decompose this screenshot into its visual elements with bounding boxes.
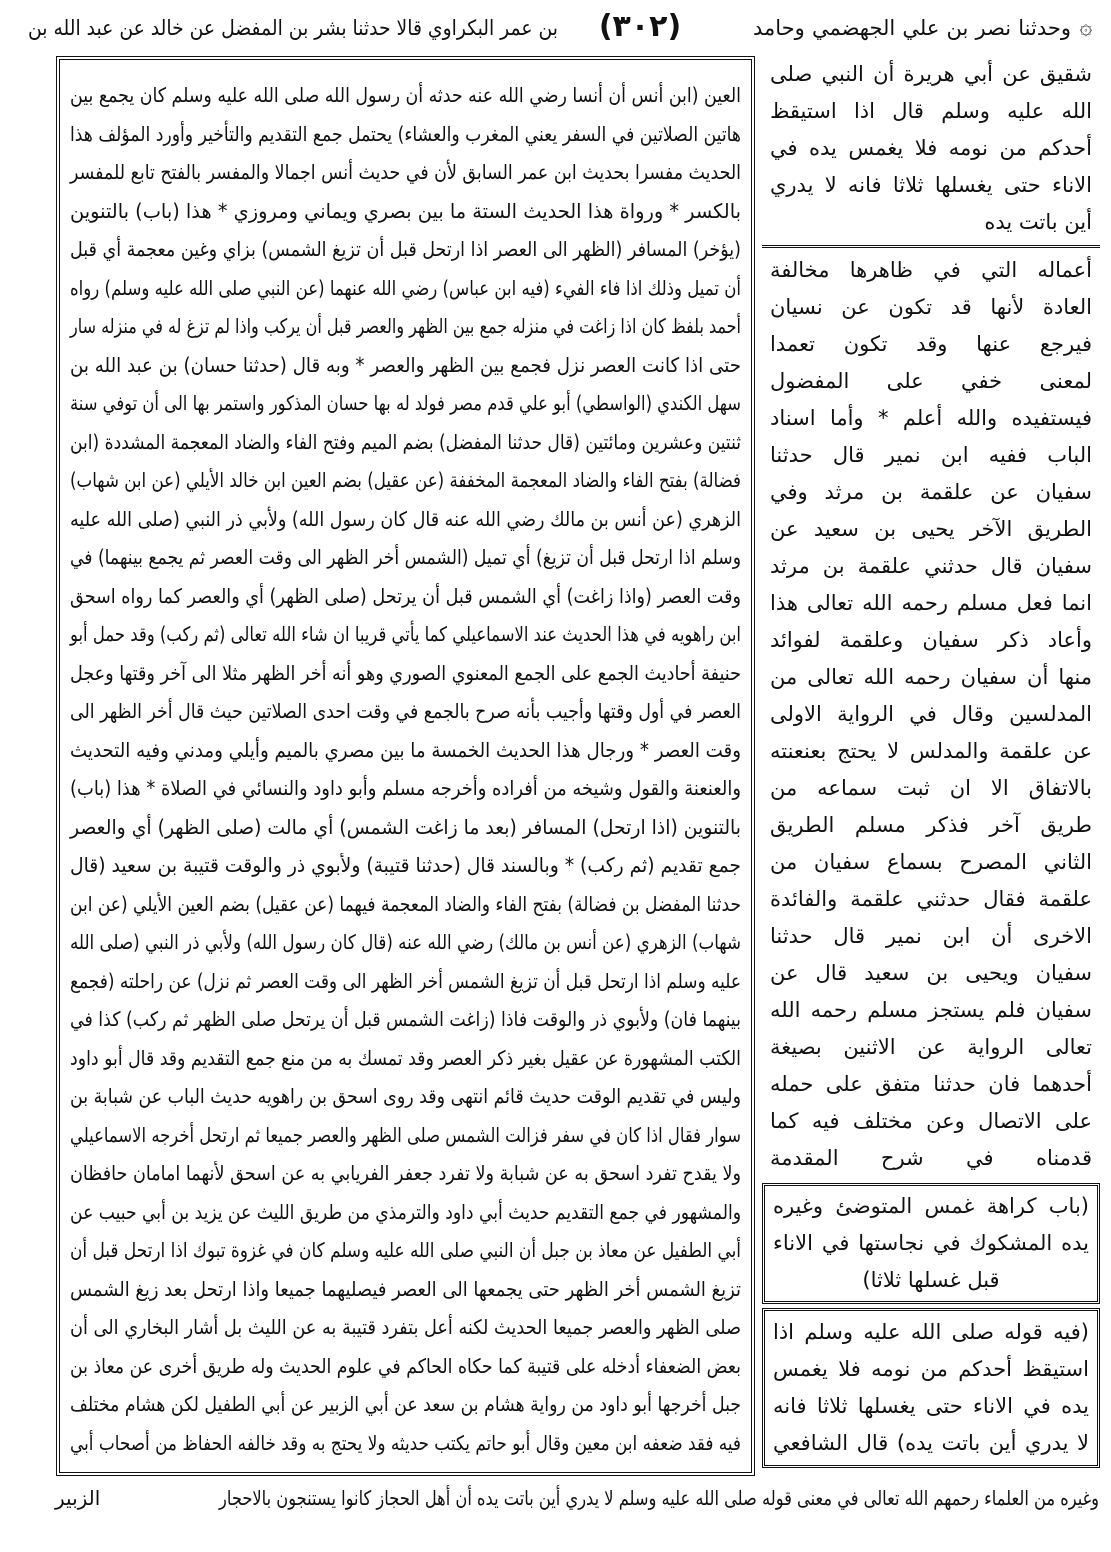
margin-commentary-line: سفيان فلم يستجز مسلم رحمه الله: [769, 998, 1092, 1022]
margin-hadith-line: الله عليه وسلم قال اذا استيقظ: [770, 99, 1092, 123]
header-right-text: وحدثنا نصر بن علي الجهضمي وحامد: [753, 16, 1071, 40]
main-text-line: ثنتين وعشرين ومائتين (قال حدثنا المفضل) بضم الميم وفتح الفاء والضاد المعجمة المشددة (ابن: [70, 429, 741, 454]
margin-commentary-line: فيرجع عنها وقد تكون تعمدا: [769, 332, 1092, 356]
main-text-line: فيه فقد ضعفه ابن معين وقال أبو حاتم يكتب حديثه ولا يحتج به وقد خالفه الحفاظ من أصحاب أبي: [70, 1430, 741, 1455]
margin-commentary-line: لمعنى خفي على المفضول: [770, 369, 1092, 393]
margin-commentary-line: عن علقمة والمدلس لا يحتج بعنعنته: [769, 739, 1092, 763]
main-text-line: سهل الكندي (الواسطي) أبو علي قدم مصر فولد له بها حسان المذكور واستمر بها الى أن توفي سنة: [70, 391, 742, 415]
main-text-line: بالتنوين (اذا ارتحل) المسافر (بعد ما زاغت الشمس) أي مالت (صلى الظهر) أي والعصر: [70, 814, 741, 839]
margin-hadith-line: شقيق عن أبي هريرة أن النبي صلى: [770, 62, 1092, 86]
chapter-title-line: (باب كراهة غمس المتوضئ وغيره: [772, 1194, 1089, 1218]
margin-commentary-line: سفيان عن علقمة بن مرثد وفي: [770, 480, 1092, 504]
main-commentary-box: [56, 56, 755, 1476]
margin-commentary-line: تعالى الرواية عن الاثنين بصيغة: [769, 1035, 1092, 1059]
ornament-icon: [1073, 8, 1099, 48]
margin-commentary-line: قدمناه في شرح المقدمة: [770, 1146, 1092, 1170]
chapter-commentary-line: يده في الاناء حتى يغسلها ثلاثا فانه: [772, 1394, 1089, 1418]
margin-hadith-block: [762, 56, 1100, 241]
margin-commentary-line: الاخرى أن ابن نمير قال حدثنا: [769, 924, 1092, 948]
main-text-line: العين (ابن أنس أن أنسا رضي الله عنه حدثه أن رسول الله صلى الله عليه وسلم كان يجمع بين: [70, 83, 742, 107]
margin-commentary-line: انما فعل مسلم رحمه الله تعالى هذا: [770, 591, 1092, 615]
main-text-line: جبل أخرجها أبو داود من رواية هشام بن سعد عن أبي الزبير عن أبي الطفيل لكن هشام مختلف: [69, 1392, 741, 1416]
main-text-line: عليه وسلم اذا ارتحل قبل أن تزيغ الشمس أخر الظهر الى وقت العصر ثم نزل) عن راحلته (فجمع: [69, 968, 742, 993]
margin-commentary-line: المدلسين وقال في الرواية الاولى: [769, 702, 1092, 726]
main-text-line: هاتين الصلاتين في السفر يعني المغرب والعشاء) يحتمل جمع التقديم والتأخير وأورد المؤلف هذا: [69, 121, 741, 146]
margin-commentary-line: على الاتصال وعن مختلف فيه كما: [770, 1109, 1092, 1133]
main-text-line: (يؤخر) المسافر (الظهر الى العصر اذا ارتحل قبل أن تزيغ الشمس) بزاي وغين معجمة أي قبل: [69, 237, 742, 261]
main-text-line: حدثنا المفضل بن فضالة) بفتح الفاء والضاد المعجمة فيهما (عن عقيل) بضم العين الأيلي (عن ابن: [69, 891, 741, 916]
main-text-line: والمشهور في جمع التقديم حديث أبي داود والترمذي من طريق الليث عن يزيد بن أبي حبيب عن: [70, 1199, 741, 1224]
separator-rule: [762, 245, 1100, 248]
margin-column: [762, 56, 1100, 1476]
margin-commentary-line: طريق آخر فذكر مسلم الطريق: [769, 813, 1092, 837]
main-text-line: بينهما فان) ولأبوي ذر والوقت فاذا (زاغت الشمس قبل أن يرتحل صلى الظهر ثم ركب) كذا في: [70, 1007, 742, 1031]
main-text-line: ولا يقدح تفرد اسحق به عن شبابة ولا تفرد جعفر الفريابي به عن اسحق لأنهما امامان حافظان: [70, 1161, 742, 1185]
chapter-commentary-line: (فيه قوله صلى الله عليه وسلم اذا: [773, 1320, 1089, 1344]
margin-commentary-block: [762, 252, 1100, 1177]
margin-commentary-line: وأعاد ذكر سفيان وعلقمة لفوائد: [769, 628, 1092, 652]
main-text-line: أحمد بلفظ كان اذا زاغت في منزله جمع بين الظهر والعصر قبل أن يركب واذا لم تزغ له في منزله سار: [69, 314, 742, 338]
main-text-line: الزهري (عن أنس بن مالك رضي الله عنه قال كان رسول الله) ولأبي ذر النبي (صلى الله عليه: [69, 506, 741, 531]
footer-text: وغيره من العلماء رحمهم الله تعالى في معنى قوله صلى الله عليه وسلم لا يدري أين باتت يده أن أهل الحجاز كانوا يستنجون بالاحجار: [219, 1486, 1099, 1510]
main-text-line: بعض الضعفاء أدخله على قتيبة كما حكاه الحاكم في علوم الحديث وله طريق أخرى عن معاذ بن: [69, 1353, 742, 1378]
main-text-line: الكتب المشهورة عن عقيل بغير ذكر العصر وقد تمسك به من منع جمع التقديم وقد قال أبو داود: [70, 1045, 742, 1070]
main-text-line: ابن راهويه في هذا الحديث عند الاسماعيلي كما يأتي قريبا ان شاء الله تعالى (ثم ركب) وقد حمل أبو: [69, 622, 741, 646]
margin-commentary-line: الطريق الآخر يحيى بن سعيد عن: [770, 517, 1092, 541]
main-text-line: شهاب) الزهري (عن أنس بن مالك) رضي الله عنه (قال كان رسول الله) ولأبي ذر النبي (صلى الله: [69, 930, 742, 954]
margin-hadith-line: أين باتت يده: [984, 210, 1092, 234]
margin-commentary-line: سفيان ويحيى بن سعيد قال عن: [769, 961, 1092, 985]
margin-commentary-line: علقمة فقال حدثني علقمة والفائدة: [770, 887, 1092, 911]
main-text-line: فضالة) بفتح الفاء والضاد المعجمة المخففة (عن عقيل) بضم العين ابن خالد الأيلي (عن ابن شهاب): [70, 468, 741, 492]
margin-commentary-line: بالاتفاق الا ان ثبت سماعه من: [770, 776, 1092, 800]
main-text-line: حتى اذا كانت العصر نزل فجمع بين الظهر والعصر * وبه قال (حدثنا حسان) بن عبد الله بن: [70, 352, 741, 377]
main-text-line: والعنعنة والقول وشيخه من أفراده وأخرجه مسلم وأبو داود والنسائي في الصلاة * هذا (باب): [69, 776, 741, 800]
main-text-line: تزيغ الشمس أخر الظهر حتى يجمعها الى العصر فيصليهما جميعا واذا ارتحل بعد زيغ الشمس: [70, 1276, 742, 1301]
margin-commentary-line: فيستفيده والله أعلم * وأما اسناد: [770, 406, 1092, 430]
margin-hadith-line: الاناء حتى يغسلها ثلاثا فانه لا يدري: [769, 173, 1092, 197]
margin-commentary-line: أحدهما فان حدثنا متفق على حمله: [770, 1072, 1092, 1096]
main-text-line: وليس في تقديم الوقت حديث قائم انتهى وقد روى اسحق بن راهويه حديث الباب عن شبابة بن: [69, 1084, 742, 1108]
margin-commentary-line: الباب ففيه ابن نمير قال حدثنا: [770, 443, 1092, 467]
margin-commentary-line: منها أن سفيان رحمه الله تعالى من: [770, 665, 1092, 689]
main-text-line: سوار فقال اذا كان في سفر فزالت الشمس صلى الظهر والعصر جميعا ثم ارتحل أخرجه الاسماعيلي: [70, 1122, 741, 1147]
margin-hadith-line: أحدكم من نومه فلا يغمس يده في: [770, 136, 1092, 160]
chapter-commentary-line: استيقظ أحدكم من نومه فلا يغمس: [773, 1357, 1089, 1381]
margin-commentary-line: العادة لأنها قد تكون عن نسيان: [769, 295, 1092, 319]
main-text-line: بالكسر * ورواة هذا الحديث الستة ما بين بصري ويماني ومروزي * هذا (باب) بالتنوين: [69, 198, 741, 223]
main-text-line: الحديث مفسرا بحديث ابن عمر السابق لأن في حديث أنس اجمالا والمفسر بالفتح تابع للمفسر: [70, 160, 742, 184]
chapter-commentary-box: [762, 1308, 1100, 1468]
chapter-commentary-line: لا يدري أين باتت يده) قال الشافعي: [773, 1431, 1089, 1455]
main-text-line: العصر في أول وقتها وأجيب بأنه صرح بالجمع في وقت احدى الصلاتين حيث قال أخر الظهر الى: [69, 699, 741, 723]
main-text-line: أن تميل وذلك اذا فاء الفيء (فيه ابن عباس) رضي الله عنهما (عن النبي صلى الله عليه وسلم) رواه: [70, 275, 742, 300]
margin-commentary-line: الثاني المصرح بسماع سفيان من: [769, 850, 1092, 874]
page-number: (٣٠٢): [598, 9, 682, 44]
main-text-line: جمع تقديم (ثم ركب) * وبالسند قال (حدثنا قتيبة) ولأبوي ذر والوقت قتيبة بن سعيد (قال: [70, 853, 741, 877]
chapter-title-line: قبل غسلها ثلاثا): [862, 1268, 1000, 1292]
main-text-line: أبي الطفيل عن معاذ بن جبل أن النبي صلى الله عليه وسلم كان في غزوة تبوك اذا ارتحل قبل أن: [69, 1238, 741, 1262]
main-text-line: حنيفة أحاديث الجمع على الجمع المعنوي الصوري وهو أنه أخر الظهر مثلا الى آخر وقتها وعجل: [69, 660, 741, 685]
margin-commentary-line: أعماله التي في ظاهرها مخالفة: [769, 258, 1092, 282]
chapter-title-line: يده المشكوك في نجاستها في الاناء: [773, 1231, 1089, 1255]
footer-catchword: الزبير: [55, 1486, 101, 1510]
main-text-line: وقت العصر * ورجال هذا الحديث الخمسة ما بين مصري بالميم وأيلي ومدني وفيه التحديث: [70, 737, 742, 762]
header-left-text: بن عمر البكراوي قالا حدثنا بشر بن المفضل عن خالد عن عبد الله بن: [28, 16, 558, 40]
main-text-line: صلى الظهر والعصر جميعا الحديث لكنه أعل بتفرد قتيبة به عن الليث بل أشار البخاري الى أن: [70, 1315, 741, 1339]
margin-commentary-line: سفيان قال حدثني علقمة بن مرثد: [770, 554, 1092, 578]
main-text-line: وسلم اذا ارتحل قبل أن تزيغ) أي تميل (الشمس أخر الظهر الى وقت العصر ثم يجمع بينهما) في: [69, 545, 742, 569]
main-text-line: وقت العصر (واذا زاغت) أي الشمس قبل أن يرتحل (صلى الظهر) أي والعصر كما رواه اسحق: [70, 583, 741, 608]
chapter-title-box: [762, 1183, 1100, 1304]
